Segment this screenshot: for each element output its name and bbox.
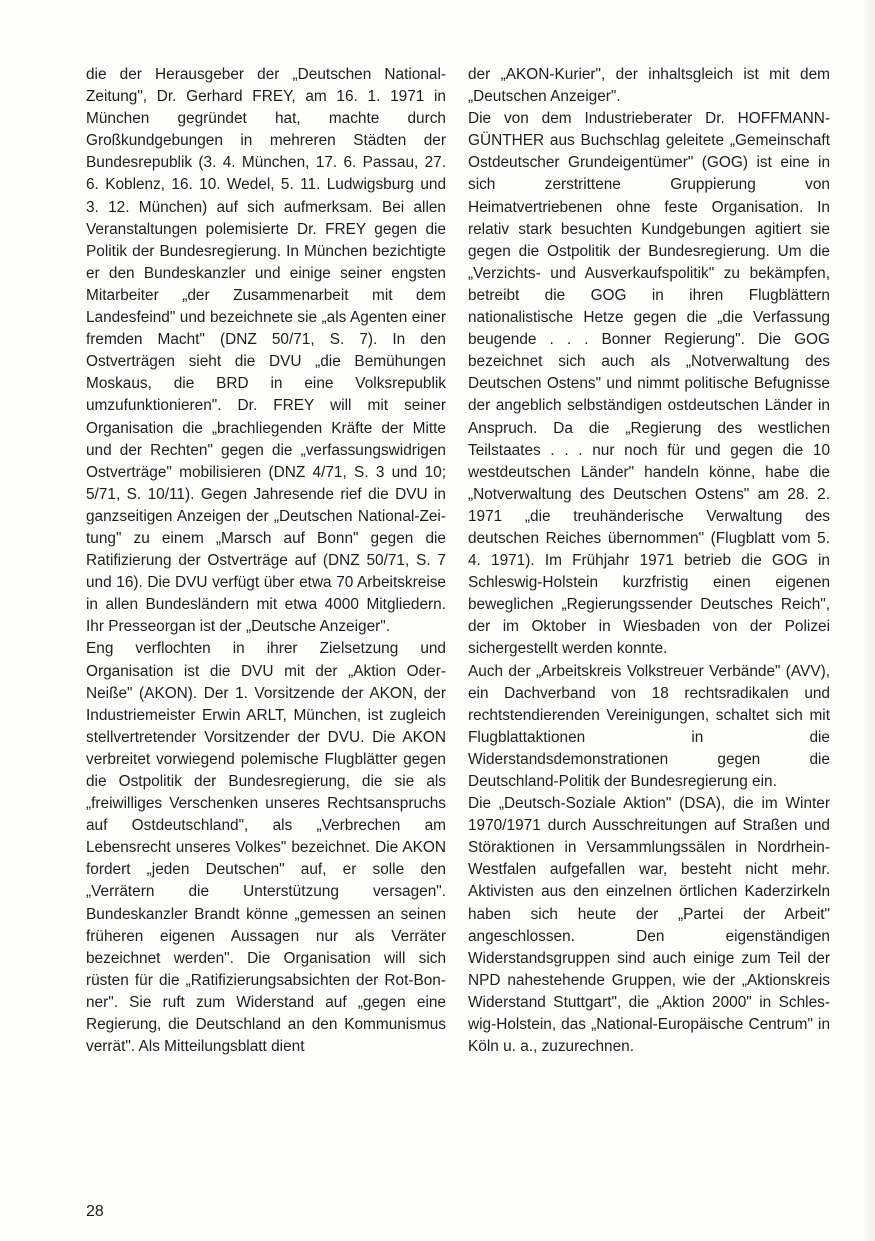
page-edge-shadow	[861, 0, 875, 1241]
paragraph: die der Herausgeber der „Deutschen National-Zeitung", Dr. Gerhard FREY, am 16. 1. 1971 in München gegründet hat, machte durch Großkundgebungen in mehreren Städten der Bundesrepublik (3. 4. München, 17. 6. Passau, 27. 6. Koblenz, 16. 10. Wedel, 5. 11. Ludwigsburg und 3. 12. München) auf sich aufmerksam. Bei allen Veranstaltungen polemisierte Dr. FREY gegen die Politik der Bundesregierung. In München bezichtigte er den Bundeskanzler und einige seiner engsten Mitarbeiter „der Zusammenarbeit mit dem Landesfeind" und bezeichnete sie „als Agenten einer fremden Macht" (DNZ 50/71, S. 7). In den Ostverträgen sieht die DVU „die Bemühungen Moskaus, die BRD in eine Volksrepublik umzufunktionieren". Dr. FREY will mit seiner Organisation die „brachliegenden Kräfte der Mitte und der Rechten" gegen die „verfassungswidrigen Ostverträge" mobilisieren (DNZ 4/71, S. 3 und 10; 5/71, S. 10/11). Gegen Jahresende rief die DVU in ganzseitigen Anzeigen der „Deutschen National-Zeitung" zu einem „Marsch auf Bonn" gegen die Ratifizierung der Ostverträge auf (DNZ 50/71, S. 7 und 16). Die DVU verfügt über etwa 70 Arbeitskreise in allen Bundesländern mit etwa 4000 Mitgliedern. Ihr Presseorgan ist der „Deutsche Anzeiger".	[86, 66, 446, 636]
paragraph: Die von dem Industrieberater Dr. HOFFMANN-GÜNTHER aus Buchschlag geleitete „Gemeinschaft Ostdeutscher Grundeigentümer" (GOG) ist eine in sich zerstrittene Gruppierung von Heimatvertriebenen ohne feste Organisation. In relativ stark besuchten Kundgebungen agitiert sie gegen die Ostpolitik der Bundesregierung. Um die „Verzichts- und Ausverkaufspolitik" zu bekämpfen, betreibt die GOG in ihren Flugblättern nationalistische Hetze gegen die „die Verfassung beugende . . . Bonner Regierung". Die GOG bezeichnet sich auch als „Notverwaltung des Deutschen Ostens" und nimmt politische Befugnisse der angeblich selbständigen ostdeutschen Länder in Anspruch. Da die „Regierung des westlichen Teilstaates . . . nur noch für und gegen die 10 westdeutschen Länder" handeln könne, habe die „Notverwaltung des Deutschen Ostens" am 28. 2. 1971 „die treuhänderische Verwaltung des deutschen Reiches übernommen" (Flugblatt vom 5. 4. 1971). Im Frühjahr 1971 betrieb die GOG in Schleswig-Holstein kurzfristig einen eigenen beweglichen „Regierungssender Deutsches Reich", der im Oktober in Wiesbaden von der Polizei sichergestellt werden konnte.	[468, 110, 830, 658]
page-number: 28	[86, 1203, 104, 1220]
paragraph: Die „Deutsch-Soziale Aktion" (DSA), die im Winter 1970/1971 durch Ausschreitungen auf Straßen und Störaktionen in Versammlungssälen in Nordrhein-Westfalen aufgefallen war, besteht nicht mehr. Aktivisten aus den einzelnen örtlichen Kaderzirkeln haben sich heute der „Partei der Arbeit" angeschlossen. Den eigenständigen Widerstandsgruppen sind auch einige zum Teil der NPD nahestehende Gruppen, wie der „Aktionskreis Widerstand Stuttgart", die „Aktion 2000" in Schleswig-Holstein, das „National-Europäische Centrum" in Köln u. a., zuzurechnen.	[468, 795, 830, 1056]
right-text-column	[468, 64, 830, 1058]
paragraph: Eng verflochten in ihrer Zielsetzung und Organisation ist die DVU mit der „Aktion Oder-Neiße" (AKON). Der 1. Vorsitzende der AKON, der Industriemeister Erwin ARLT, München, ist zugleich stellvertretender Vorsitzender der DVU. Die AKON verbreitet vorwiegend polemische Flugblätter gegen die Ostpolitik der Bundesregierung, die sie als „freiwilliges Verschenken unseres Rechtsanspruchs auf Ostdeutschland", als „Verbrechen am Lebensrecht unseres Volkes" bezeichnet. Die AKON fordert „jeden Deutschen" auf, er solle den „Verrätern die Unterstützung versagen". Bundeskanzler Brandt könne „gemessen an seinen früheren eigenen Aussagen nur als Verräter bezeichnet werden". Die Organisation will sich rüsten für die „Ratifizierungsabsichten der Rot-Bonner". Sie ruft zum Widerstand auf „gegen eine Regierung, die Deutschland an den Kommunismus verrät". Als Mitteilungsblatt dient	[86, 640, 446, 1056]
left-text-column	[86, 64, 446, 1058]
paragraph: der „AKON-Kurier", der inhaltsgleich ist mit dem „Deutschen Anzeiger".	[468, 66, 830, 106]
paragraph: Auch der „Arbeitskreis Volkstreuer Verbände" (AVV), ein Dachverband von 18 rechtsradikalen und rechtstendierenden Vereinigungen, schaltet sich mit Flugblattaktionen in die Widerstandsdemonstrationen gegen die Deutschland-Politik der Bundesregierung ein.	[468, 662, 830, 790]
